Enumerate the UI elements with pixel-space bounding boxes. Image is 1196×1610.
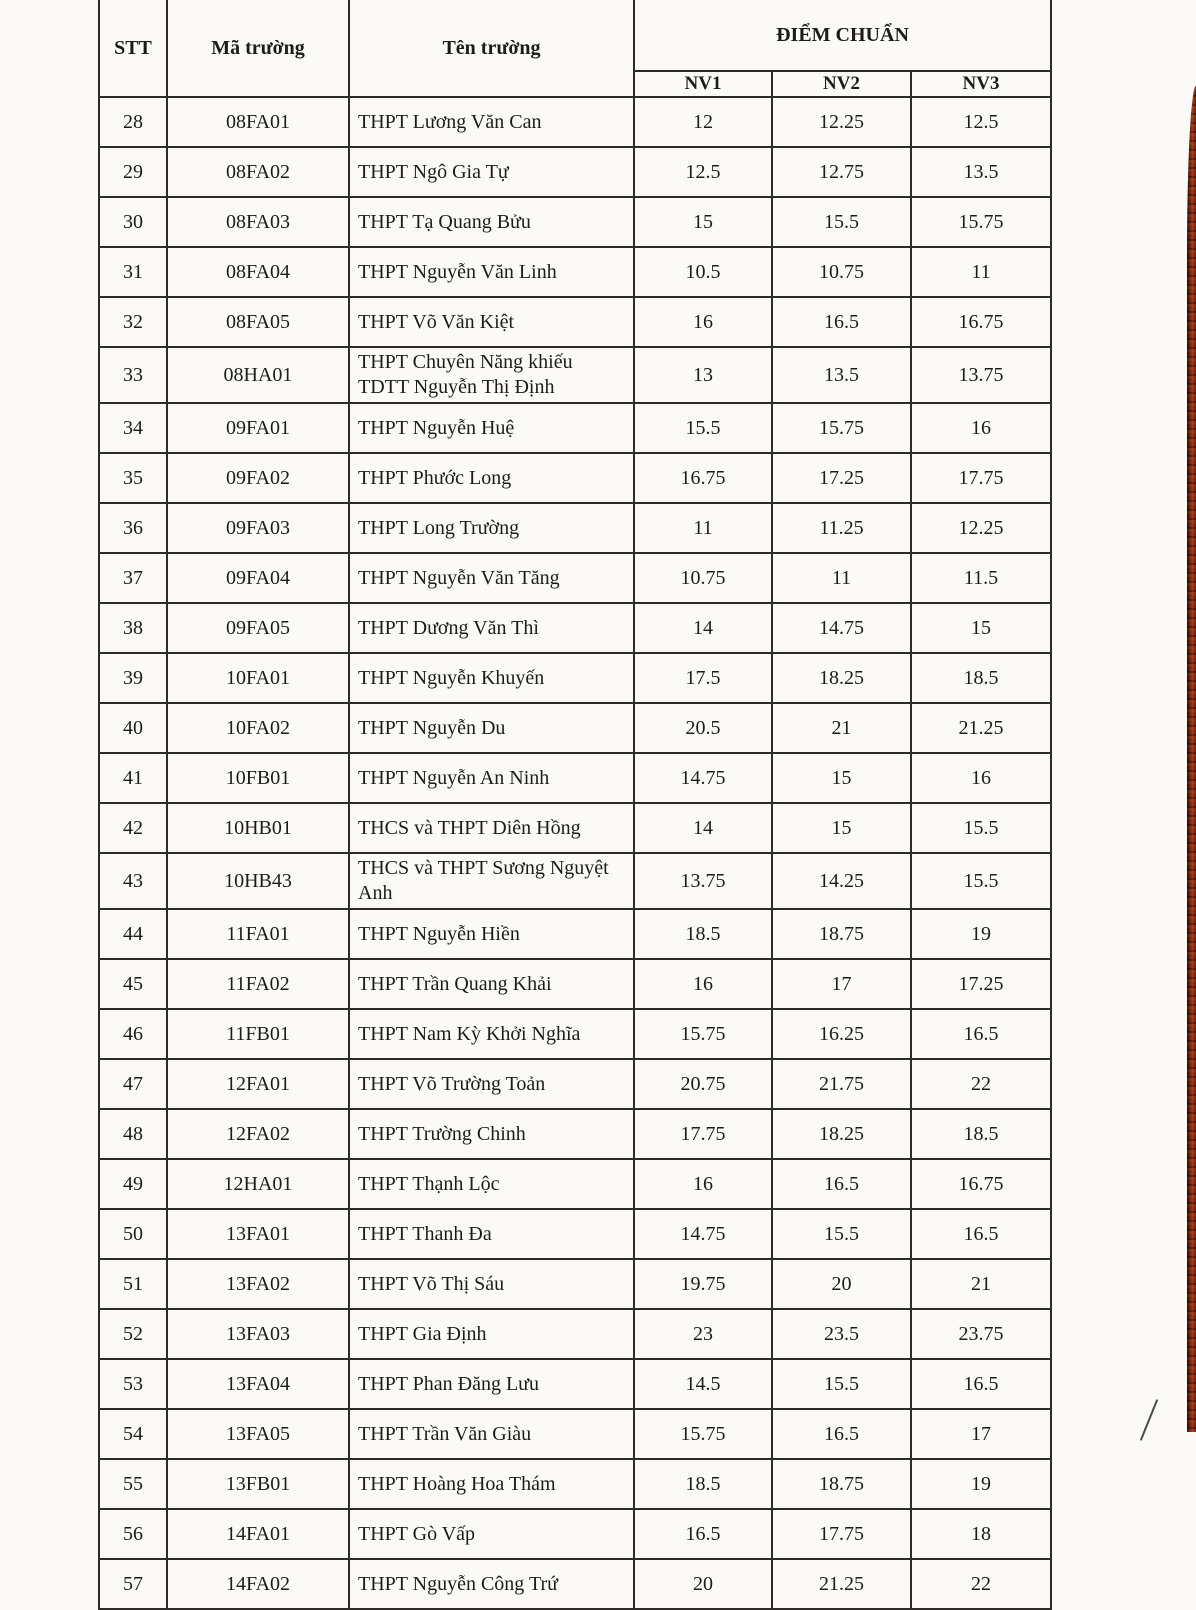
cell-stt: 32: [99, 297, 167, 347]
cell-nv1-score: 15: [634, 197, 772, 247]
header-nv1: NV1: [634, 71, 772, 97]
cell-nv1-score: 15.5: [634, 403, 772, 453]
cell-nv3-score: 16.5: [911, 1209, 1051, 1259]
cell-stt: 49: [99, 1159, 167, 1209]
table-row: [99, 147, 1051, 197]
cell-school-code: 09FA05: [167, 603, 349, 653]
cell-nv3-score: 15.5: [911, 803, 1051, 853]
scan-edge-stripe: [1187, 86, 1196, 1432]
cell-stt: 56: [99, 1509, 167, 1559]
cell-stt: 43: [99, 853, 167, 909]
cell-school-name: THPT Gò Vấp: [349, 1509, 634, 1559]
cell-school-code: 14FA01: [167, 1509, 349, 1559]
cell-nv3-score: 22: [911, 1059, 1051, 1109]
cell-school-name: THPT Nguyễn Du: [349, 703, 634, 753]
cell-school-name: THPT Trần Quang Khải: [349, 959, 634, 1009]
cell-nv3-score: 17: [911, 1409, 1051, 1459]
cell-stt: 45: [99, 959, 167, 1009]
table-row: [99, 503, 1051, 553]
cell-school-code: 13FA04: [167, 1359, 349, 1409]
table-row: [99, 1009, 1051, 1059]
cell-school-code: 11FA01: [167, 909, 349, 959]
cell-nv3-score: 16.5: [911, 1009, 1051, 1059]
table-row: [99, 1309, 1051, 1359]
header-nv2: NV2: [772, 71, 911, 97]
cell-nv3-score: 15.5: [911, 853, 1051, 909]
cell-nv3-score: 17.25: [911, 959, 1051, 1009]
cell-stt: 54: [99, 1409, 167, 1459]
cell-nv1-score: 13.75: [634, 853, 772, 909]
cell-nv3-score: 13.75: [911, 347, 1051, 403]
cell-school-name: THPT Phước Long: [349, 453, 634, 503]
cell-nv3-score: 11.5: [911, 553, 1051, 603]
table-row: [99, 1059, 1051, 1109]
cell-school-name: THPT Ngô Gia Tự: [349, 147, 634, 197]
cell-school-name: THPT Võ Văn Kiệt: [349, 297, 634, 347]
cell-nv2-score: 16.5: [772, 1409, 911, 1459]
cell-school-code: 13FA05: [167, 1409, 349, 1459]
cell-nv3-score: 22: [911, 1559, 1051, 1609]
cell-school-code: 08FA05: [167, 297, 349, 347]
cell-nv1-score: 17.75: [634, 1109, 772, 1159]
cell-school-name: THPT Nguyễn Công Trứ: [349, 1559, 634, 1609]
cell-school-code: 09FA02: [167, 453, 349, 503]
cell-nv3-score: 23.75: [911, 1309, 1051, 1359]
cell-school-code: 08HA01: [167, 347, 349, 403]
cell-school-name: THPT Phan Đăng Lưu: [349, 1359, 634, 1409]
cell-nv2-score: 13.5: [772, 347, 911, 403]
cell-nv1-score: 19.75: [634, 1259, 772, 1309]
cell-nv1-score: 14: [634, 603, 772, 653]
cell-stt: 36: [99, 503, 167, 553]
cell-nv2-score: 15.5: [772, 197, 911, 247]
cell-stt: 57: [99, 1559, 167, 1609]
table-row: [99, 97, 1051, 147]
header-stt: STT: [99, 0, 167, 97]
cell-nv1-score: 15.75: [634, 1009, 772, 1059]
cell-stt: 35: [99, 453, 167, 503]
cell-school-name: THPT Võ Trường Toản: [349, 1059, 634, 1109]
cell-stt: 52: [99, 1309, 167, 1359]
cell-school-code: 10FB01: [167, 753, 349, 803]
cell-school-name: THPT Nguyễn An Ninh: [349, 753, 634, 803]
cell-nv2-score: 20: [772, 1259, 911, 1309]
cell-nv1-score: 20.5: [634, 703, 772, 753]
cell-nv1-score: 10.75: [634, 553, 772, 603]
cell-stt: 55: [99, 1459, 167, 1509]
cell-nv2-score: 18.75: [772, 1459, 911, 1509]
cell-school-name: THPT Nguyễn Huệ: [349, 403, 634, 453]
cell-nv3-score: 18.5: [911, 653, 1051, 703]
cell-nv3-score: 13.5: [911, 147, 1051, 197]
cell-stt: 40: [99, 703, 167, 753]
cell-nv1-score: 20.75: [634, 1059, 772, 1109]
cell-stt: 28: [99, 97, 167, 147]
cell-school-code: 08FA04: [167, 247, 349, 297]
cell-stt: 48: [99, 1109, 167, 1159]
cell-nv3-score: 21.25: [911, 703, 1051, 753]
table-row: [99, 753, 1051, 803]
header-nv3: NV3: [911, 71, 1051, 97]
cell-school-name: THPT Thanh Đa: [349, 1209, 634, 1259]
table-row: [99, 403, 1051, 453]
cell-school-code: 08FA02: [167, 147, 349, 197]
cell-school-name: THPT Nguyễn Khuyến: [349, 653, 634, 703]
cell-nv2-score: 21: [772, 703, 911, 753]
cell-school-code: 08FA01: [167, 97, 349, 147]
cell-stt: 29: [99, 147, 167, 197]
header-benchmark-score: ĐIỂM CHUẨN: [634, 0, 1051, 71]
cell-nv2-score: 18.75: [772, 909, 911, 959]
cell-school-code: 09FA04: [167, 553, 349, 603]
cell-school-name: THPT Gia Định: [349, 1309, 634, 1359]
cell-school-name: THPT Nguyễn Hiền: [349, 909, 634, 959]
cell-nv2-score: 15.5: [772, 1359, 911, 1409]
cell-school-name: THPT Trường Chinh: [349, 1109, 634, 1159]
table-row: [99, 453, 1051, 503]
cell-stt: 50: [99, 1209, 167, 1259]
cell-school-code: 09FA03: [167, 503, 349, 553]
cell-nv3-score: 16.5: [911, 1359, 1051, 1409]
cell-nv1-score: 23: [634, 1309, 772, 1359]
cell-stt: 47: [99, 1059, 167, 1109]
table-row: [99, 909, 1051, 959]
cell-school-code: 13FB01: [167, 1459, 349, 1509]
table-row: [99, 1359, 1051, 1409]
cell-school-name: THPT Lương Văn Can: [349, 97, 634, 147]
table-row: [99, 703, 1051, 753]
table-row: [99, 1409, 1051, 1459]
cell-stt: 41: [99, 753, 167, 803]
cell-school-name: THPT Trần Văn Giàu: [349, 1409, 634, 1459]
cell-nv2-score: 10.75: [772, 247, 911, 297]
table-row: [99, 1209, 1051, 1259]
table-row: [99, 247, 1051, 297]
cell-nv3-score: 16.75: [911, 1159, 1051, 1209]
cell-nv1-score: 14: [634, 803, 772, 853]
cell-school-code: 13FA03: [167, 1309, 349, 1359]
cell-nv3-score: 19: [911, 1459, 1051, 1509]
cell-nv2-score: 16.5: [772, 1159, 911, 1209]
cell-nv2-score: 15.5: [772, 1209, 911, 1259]
cell-nv1-score: 13: [634, 347, 772, 403]
cell-nv2-score: 23.5: [772, 1309, 911, 1359]
table-row: [99, 1159, 1051, 1209]
cell-nv2-score: 17: [772, 959, 911, 1009]
cell-school-name: THPT Hoàng Hoa Thám: [349, 1459, 634, 1509]
cell-stt: 38: [99, 603, 167, 653]
cell-school-name: THPT Thạnh Lộc: [349, 1159, 634, 1209]
cell-stt: 31: [99, 247, 167, 297]
table-row: [99, 297, 1051, 347]
cell-school-code: 09FA01: [167, 403, 349, 453]
table-row: [99, 653, 1051, 703]
cell-nv3-score: 18.5: [911, 1109, 1051, 1159]
table-row: [99, 1459, 1051, 1509]
cell-school-name: THPT Dương Văn Thì: [349, 603, 634, 653]
cell-school-code: 11FA02: [167, 959, 349, 1009]
cell-school-code: 11FB01: [167, 1009, 349, 1059]
cell-stt: 37: [99, 553, 167, 603]
cell-nv1-score: 14.5: [634, 1359, 772, 1409]
cell-stt: 51: [99, 1259, 167, 1309]
cell-stt: 34: [99, 403, 167, 453]
cell-nv2-score: 12.75: [772, 147, 911, 197]
cell-nv2-score: 21.25: [772, 1559, 911, 1609]
cell-nv1-score: 11: [634, 503, 772, 553]
cell-school-name: THCS và THPT Diên Hồng: [349, 803, 634, 853]
cell-school-code: 13FA01: [167, 1209, 349, 1259]
table-row: [99, 803, 1051, 853]
cell-school-code: 12FA02: [167, 1109, 349, 1159]
corner-diagonal-mark: [1140, 1399, 1158, 1441]
cell-stt: 46: [99, 1009, 167, 1059]
table-header: [99, 0, 1051, 97]
table-row: [99, 553, 1051, 603]
cell-nv2-score: 15: [772, 753, 911, 803]
cell-school-code: 10FA01: [167, 653, 349, 703]
cell-nv2-score: 21.75: [772, 1059, 911, 1109]
cell-nv3-score: 11: [911, 247, 1051, 297]
cell-school-code: 12FA01: [167, 1059, 349, 1109]
cell-nv1-score: 18.5: [634, 1459, 772, 1509]
cell-nv1-score: 16: [634, 959, 772, 1009]
cell-school-code: 08FA03: [167, 197, 349, 247]
cell-nv3-score: 16.75: [911, 297, 1051, 347]
cell-nv2-score: 18.25: [772, 653, 911, 703]
header-school-name: Tên trường: [349, 0, 634, 97]
cell-school-code: 14FA02: [167, 1559, 349, 1609]
cell-school-name: THPT Nguyễn Văn Linh: [349, 247, 634, 297]
table-row: [99, 347, 1051, 403]
cell-nv2-score: 17.25: [772, 453, 911, 503]
cell-nv2-score: 14.75: [772, 603, 911, 653]
cell-stt: 53: [99, 1359, 167, 1409]
cell-nv1-score: 18.5: [634, 909, 772, 959]
table-row: [99, 603, 1051, 653]
cell-nv2-score: 15.75: [772, 403, 911, 453]
cell-school-name: THPT Nam Kỳ Khởi Nghĩa: [349, 1009, 634, 1059]
cell-nv3-score: 18: [911, 1509, 1051, 1559]
cell-school-name: THCS và THPT Sương Nguyệt Anh: [349, 853, 634, 909]
cell-nv1-score: 15.75: [634, 1409, 772, 1459]
cell-nv2-score: 12.25: [772, 97, 911, 147]
cell-nv3-score: 15: [911, 603, 1051, 653]
cell-nv1-score: 20: [634, 1559, 772, 1609]
cell-school-name: THPT Chuyên Năng khiếu TDTT Nguyễn Thị Định: [349, 347, 634, 403]
cell-nv1-score: 16.75: [634, 453, 772, 503]
cell-nv2-score: 16.5: [772, 297, 911, 347]
cell-stt: 30: [99, 197, 167, 247]
cell-nv1-score: 14.75: [634, 753, 772, 803]
cell-nv1-score: 16.5: [634, 1509, 772, 1559]
table-row: [99, 1259, 1051, 1309]
cell-nv1-score: 16: [634, 297, 772, 347]
cell-nv1-score: 17.5: [634, 653, 772, 703]
cell-nv2-score: 18.25: [772, 1109, 911, 1159]
table-row: [99, 853, 1051, 909]
cell-nv3-score: 17.75: [911, 453, 1051, 503]
cell-stt: 44: [99, 909, 167, 959]
cell-nv1-score: 14.75: [634, 1209, 772, 1259]
cell-nv3-score: 19: [911, 909, 1051, 959]
cell-nv2-score: 16.25: [772, 1009, 911, 1059]
table-row: [99, 1509, 1051, 1559]
table-row: [99, 959, 1051, 1009]
cell-school-code: 10HB01: [167, 803, 349, 853]
cell-stt: 33: [99, 347, 167, 403]
cell-nv3-score: 16: [911, 753, 1051, 803]
cell-nv2-score: 15: [772, 803, 911, 853]
cell-nv1-score: 10.5: [634, 247, 772, 297]
cell-nv1-score: 16: [634, 1159, 772, 1209]
table-row: [99, 1109, 1051, 1159]
cell-school-code: 10FA02: [167, 703, 349, 753]
cell-nv2-score: 11.25: [772, 503, 911, 553]
cell-nv2-score: 11: [772, 553, 911, 603]
cell-nv3-score: 12.25: [911, 503, 1051, 553]
score-table-body: [99, 97, 1051, 1609]
cell-nv1-score: 12: [634, 97, 772, 147]
cell-nv2-score: 14.25: [772, 853, 911, 909]
cell-school-code: 12HA01: [167, 1159, 349, 1209]
cell-school-name: THPT Tạ Quang Bửu: [349, 197, 634, 247]
cell-school-code: 13FA02: [167, 1259, 349, 1309]
cell-nv3-score: 12.5: [911, 97, 1051, 147]
admission-scores-table: [98, 0, 1052, 1610]
cell-nv2-score: 17.75: [772, 1509, 911, 1559]
cell-nv3-score: 21: [911, 1259, 1051, 1309]
cell-nv3-score: 15.75: [911, 197, 1051, 247]
cell-nv1-score: 12.5: [634, 147, 772, 197]
cell-nv3-score: 16: [911, 403, 1051, 453]
cell-school-name: THPT Nguyễn Văn Tăng: [349, 553, 634, 603]
cell-school-name: THPT Võ Thị Sáu: [349, 1259, 634, 1309]
header-school-code: Mã trường: [167, 0, 349, 97]
cell-school-code: 10HB43: [167, 853, 349, 909]
cell-school-name: THPT Long Trường: [349, 503, 634, 553]
cell-stt: 39: [99, 653, 167, 703]
table-row: [99, 197, 1051, 247]
table-row: [99, 1559, 1051, 1609]
cell-stt: 42: [99, 803, 167, 853]
